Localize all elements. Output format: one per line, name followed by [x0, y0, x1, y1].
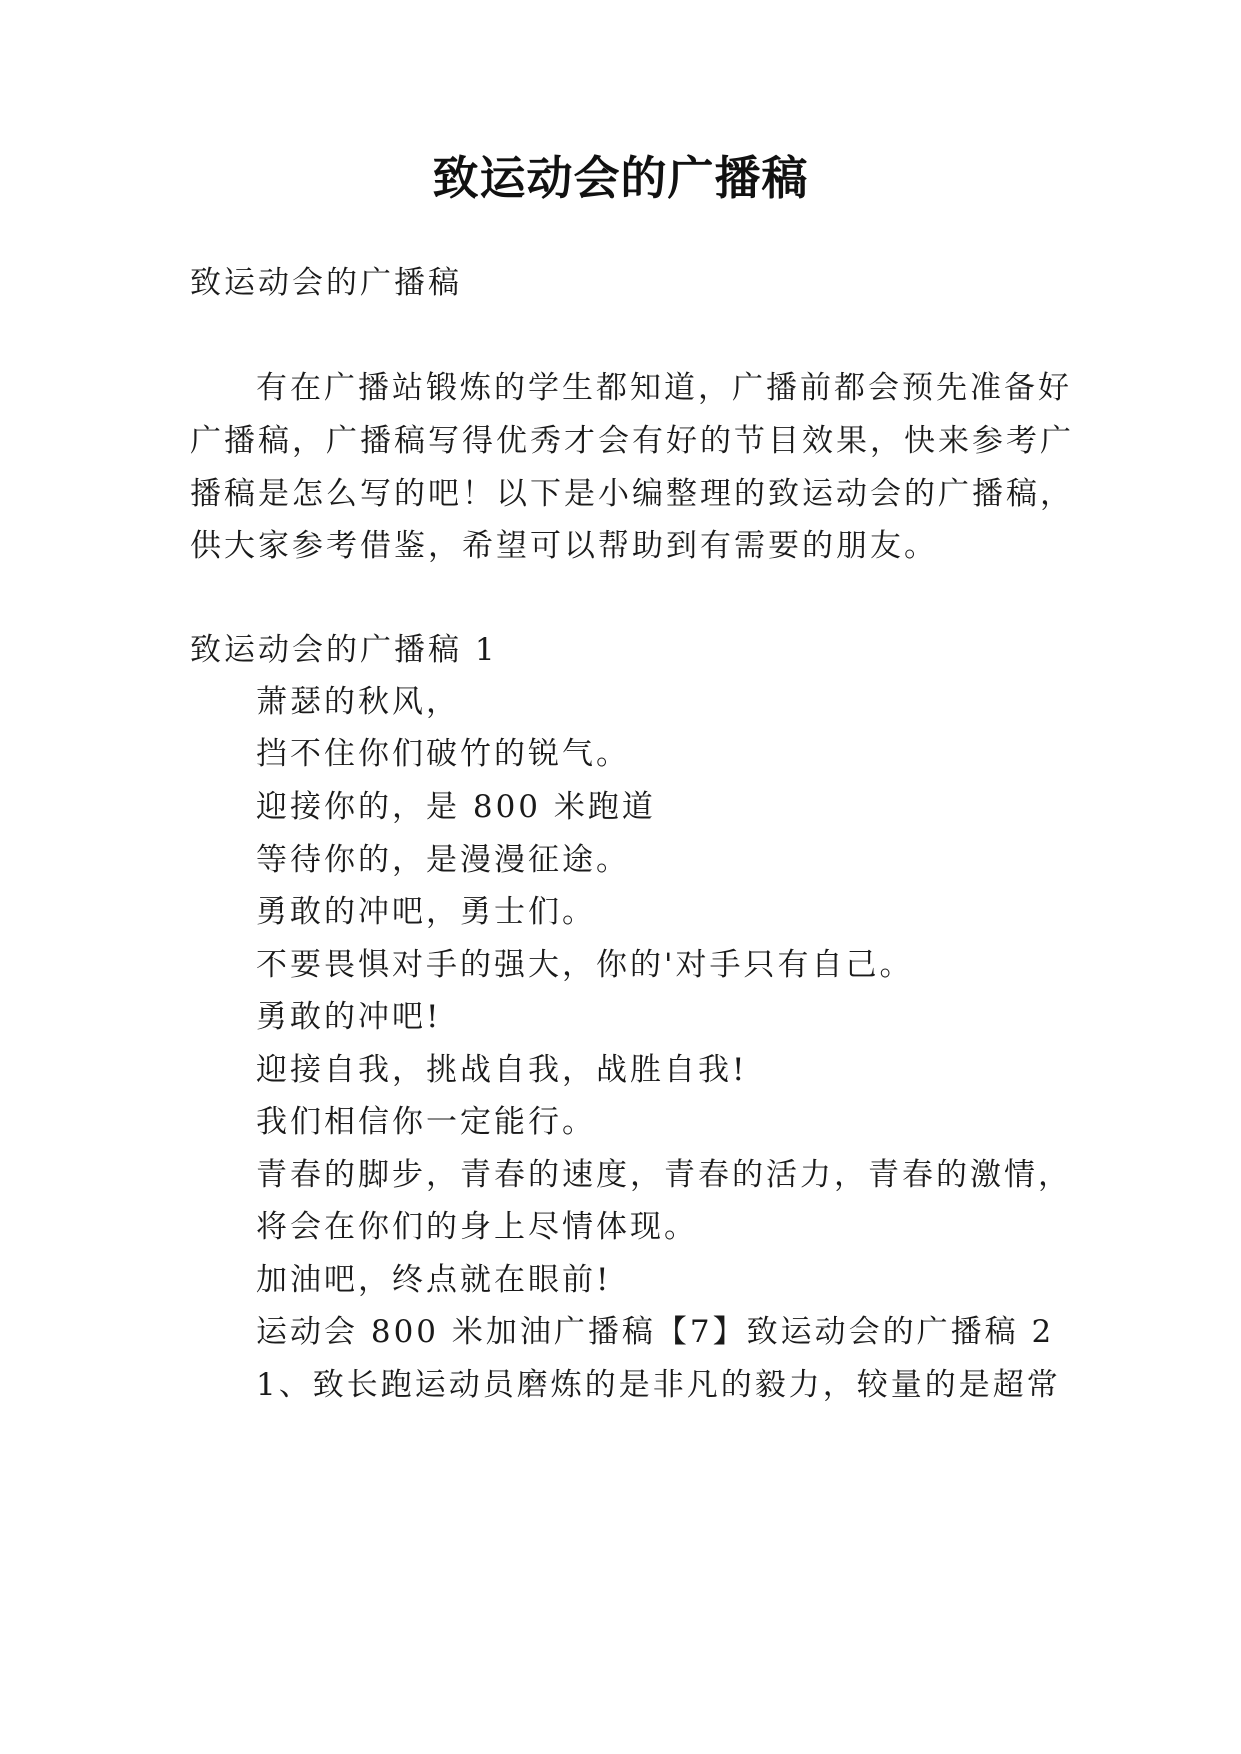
- poem-line: 迎接自我，挑战自我，战胜自我!: [256, 1052, 748, 1088]
- poem-line: 将会在你们的身上尽情体现。: [256, 1209, 698, 1245]
- poem-line: 加油吧，终点就在眼前!: [256, 1262, 612, 1298]
- poem-line: 运动会 800 米加油广播稿【7】致运动会的广播稿 2: [256, 1314, 1055, 1350]
- poem-line: 等待你的，是漫漫征途。: [256, 842, 630, 878]
- poem-line: 迎接你的，是 800 米跑道: [256, 789, 656, 825]
- poem-line: 挡不住你们破竹的锐气。: [256, 736, 630, 772]
- intro-line: 有在广播站锻炼的学生都知道，广播前都会预先准备好: [256, 370, 1072, 406]
- section-heading: 致运动会的广播稿 1: [190, 632, 498, 668]
- poem-line: 勇敢的冲吧，勇士们。: [256, 894, 596, 930]
- intro-line: 广播稿，广播稿写得优秀才会有好的节目效果，快来参考广: [190, 423, 1074, 459]
- poem-line: 不要畏惧对手的强大，你的'对手只有自己。: [256, 947, 914, 983]
- poem-line: 青春的脚步，青春的速度，青春的活力，青春的激情，: [256, 1157, 1072, 1193]
- subtitle: 致运动会的广播稿: [190, 265, 462, 301]
- poem-line: 勇敢的冲吧!: [256, 999, 442, 1035]
- intro-line: 供大家参考借鉴，希望可以帮助到有需要的朋友。: [190, 528, 938, 564]
- document-title: 致运动会的广播稿: [432, 151, 809, 205]
- poem-line: 1、致长跑运动员磨炼的是非凡的毅力，较量的是超常: [256, 1367, 1061, 1403]
- intro-line: 播稿是怎么写的吧！以下是小编整理的致运动会的广播稿，: [190, 476, 1074, 512]
- poem-line: 萧瑟的秋风，: [256, 684, 460, 720]
- poem-line: 我们相信你一定能行。: [256, 1104, 596, 1140]
